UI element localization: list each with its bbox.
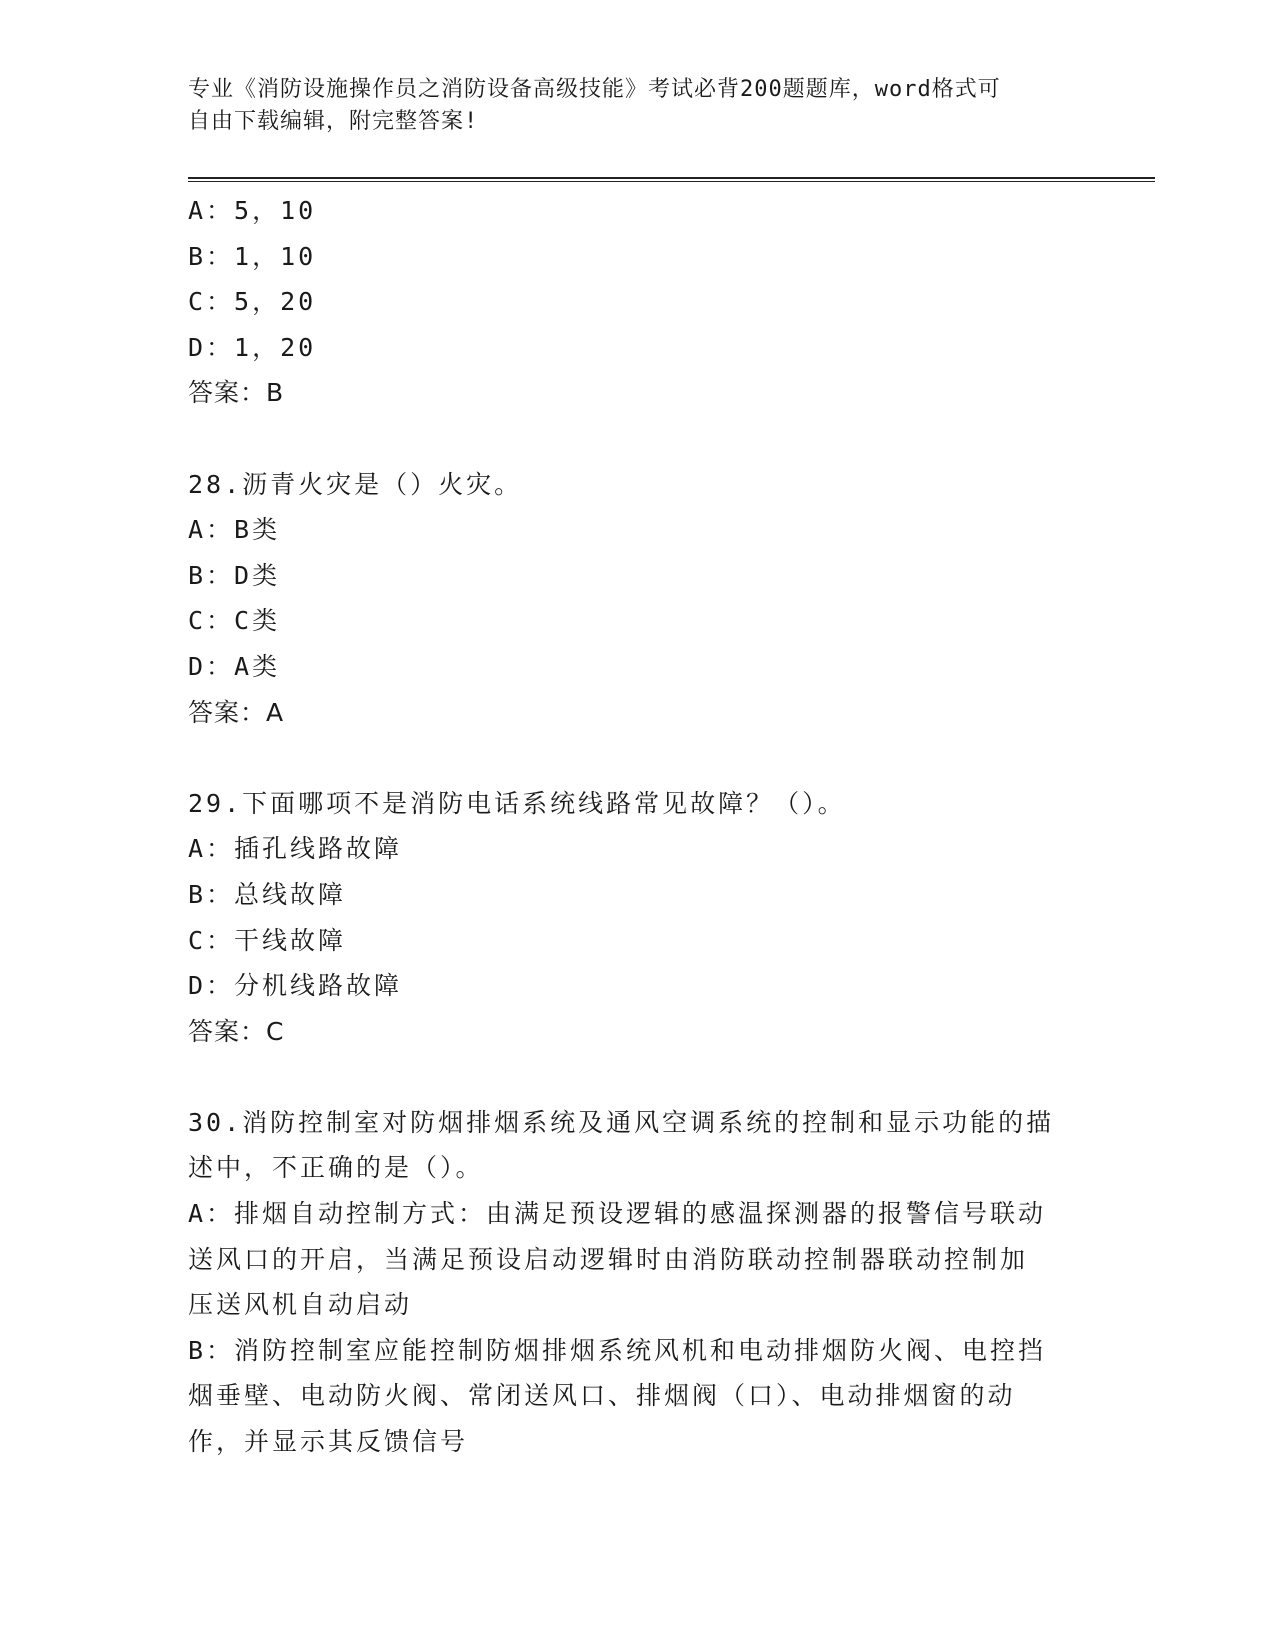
question-stem-line-2: 述中，不正确的是（）。 (188, 1153, 484, 1183)
header-line-1: 专业《消防设施操作员之消防设备高级技能》考试必背200题题库，word格式可 (188, 77, 1001, 102)
option-a: A：插孔线路故障 (188, 834, 403, 864)
document-header (188, 74, 1088, 138)
option-b-line-1: B：消防控制室应能控制防烟排烟系统风机和电动排烟防火阀、电控挡 (188, 1335, 1047, 1365)
spacer (188, 1054, 1088, 1100)
question-28 (188, 462, 1088, 736)
answer: 答案：A (188, 697, 285, 727)
option-d: D：A类 (188, 651, 281, 681)
option-d: D：分机线路故障 (188, 971, 403, 1001)
header-divider (188, 177, 1155, 182)
option-b-line-2: 烟垂壁、电动防火阀、常闭送风口、排烟阀（口）、电动排烟窗的动 (188, 1381, 1016, 1411)
option-c: C：C类 (188, 606, 281, 636)
question-content (188, 188, 1088, 1465)
option-c: C：干线故障 (188, 925, 347, 955)
question-29 (188, 781, 1088, 1055)
spacer (188, 735, 1088, 781)
answer: 答案：B (188, 378, 285, 408)
option-b: B：总线故障 (188, 879, 347, 909)
option-d: D：1，20 (188, 332, 317, 362)
option-a-line-1: A：排烟自动控制方式：由满足预设逻辑的感温探测器的报警信号联动 (188, 1199, 1047, 1229)
question-27 (188, 188, 1088, 416)
answer: 答案：C (188, 1016, 285, 1046)
question-stem: 29.下面哪项不是消防电话系统线路常见故障？（）。 (188, 788, 846, 818)
option-a: A：B类 (188, 515, 281, 545)
question-stem: 28.沥青火灾是（）火灾。 (188, 469, 523, 499)
question-stem-line-1: 30.消防控制室对防烟排烟系统及通风空调系统的控制和显示功能的描 (188, 1107, 1055, 1137)
option-a: A：5，10 (188, 196, 317, 225)
spacer (188, 416, 1088, 462)
header-line-2: 自由下载编辑，附完整答案! (188, 109, 479, 134)
option-a-line-3: 压送风机自动启动 (188, 1290, 413, 1320)
option-b-line-3: 作，并显示其反馈信号 (188, 1427, 469, 1457)
option-b: B：1，10 (188, 241, 317, 271)
option-b: B：D类 (188, 560, 281, 590)
option-c: C：5，20 (188, 287, 317, 317)
question-30 (188, 1100, 1088, 1465)
option-a-line-2: 送风口的开启，当满足预设启动逻辑时由消防联动控制器联动控制加 (188, 1244, 1029, 1274)
